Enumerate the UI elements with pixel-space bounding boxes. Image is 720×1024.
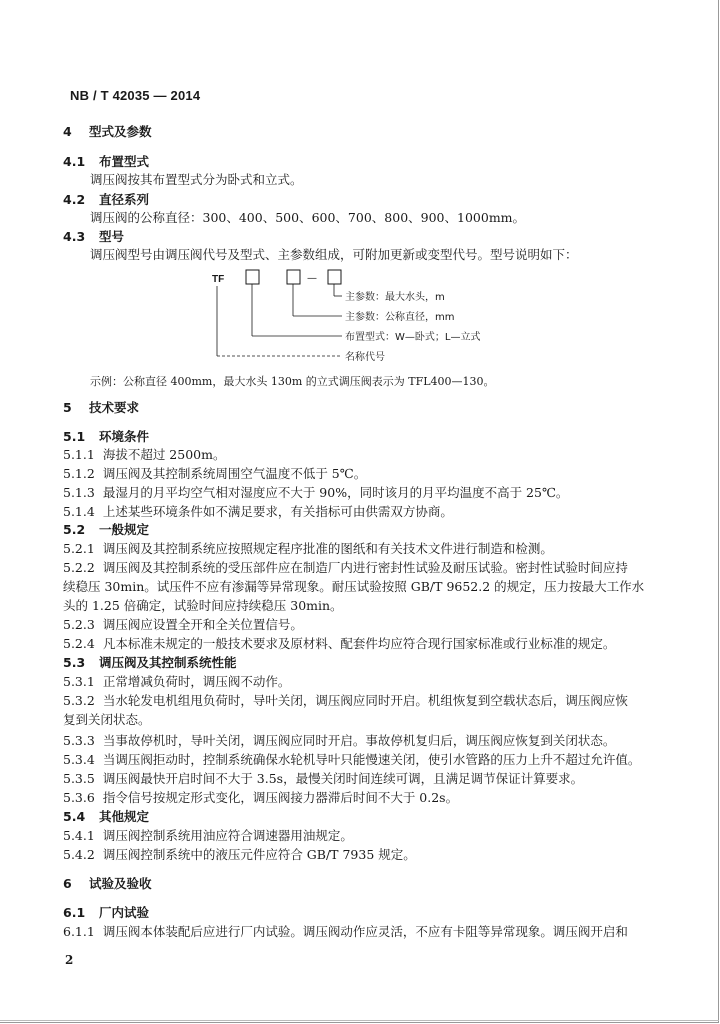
section-6-1-heading: 6.1 厂内试验 [63, 905, 150, 920]
clause-5-3-1: 5.3.1 正常增减负荷时，调压阀不动作。 [63, 674, 291, 689]
model-box-head [328, 270, 341, 284]
label-layout: 布置型式：W—卧式；L—立式 [345, 332, 481, 343]
section-4-heading: 4 型式及参数 [63, 124, 152, 139]
clause-5-1-2: 5.1.2 调压阀及其控制系统周围空气温度不低于 5℃。 [63, 466, 367, 481]
section-5-heading: 5 技术要求 [63, 400, 140, 415]
model-number-diagram [200, 266, 520, 364]
label-diameter: 主参数：公称直径，mm [345, 312, 455, 323]
label-max-head: 主参数：最大水头，m [345, 292, 445, 303]
section-4-3-heading: 4.3 型号 [63, 229, 125, 244]
section-4-3-text: 调压阀型号由调压阀代号及型式、主参数组成，可附加更新或变型代号。型号说明如下： [90, 247, 578, 262]
example-text: 公称直径 400mm，最大水头 130m 的立式调压阀表示为 TFL400—130。 [123, 375, 495, 388]
clause-5-2-1: 5.2.1 调压阀及其控制系统应按照规定程序批准的图纸和有关技术文件进行制造和检测。 [63, 541, 553, 556]
standard-code: NB / T 42035 — 2014 [70, 88, 201, 103]
clause-5-1-4: 5.1.4 上述某些环境条件如不满足要求，有关指标可由供需双方协商。 [63, 504, 453, 519]
example-line [90, 373, 495, 389]
model-prefix: TF [212, 274, 225, 285]
clause-5-2-2: 5.2.2 调压阀及其控制系统的受压部件应在制造厂内进行密封性试验及耐压试验。密封性试验时间应持 [63, 560, 628, 575]
page-number: 2 [65, 953, 74, 967]
clause-5-3-6: 5.3.6 指令信号按规定形式变化，调压阀接力器滞后时间不大于 0.2s。 [63, 790, 459, 805]
section-4-1-heading: 4.1 布置型式 [63, 154, 150, 169]
section-6-heading: 6 试验及验收 [63, 876, 152, 891]
section-5-1-heading: 5.1 环境条件 [63, 429, 150, 444]
clause-5-3-2-cont: 复到关闭状态。 [63, 712, 151, 727]
bottom-rule [0, 1020, 719, 1021]
clause-5-3-4: 5.3.4 当调压阀拒动时，控制系统确保水轮机导叶只能慢速关闭，使引水管路的压力上升不超过允许值。 [63, 752, 641, 767]
clause-5-1-3: 5.1.3 最湿月的月平均空气相对湿度应不大于 90%，同时该月的月平均温度不高于 25℃。 [63, 485, 569, 500]
section-4-1-text: 调压阀按其布置型式分为卧式和立式。 [90, 172, 303, 187]
clause-5-3-5: 5.3.5 调压阀最快开启时间不大于 3.5s，最慢关闭时间连续可调，且满足调节保证计算要求。 [63, 771, 584, 786]
model-box-diameter [287, 270, 300, 284]
example-label: 示例： [90, 375, 123, 388]
section-5-2-heading: 5.2 一般规定 [63, 522, 150, 537]
clause-5-3-3: 5.3.3 当事故停机时，导叶关闭，调压阀应同时开启。事故停机复归后，调压阀应恢复到关闭状态。 [63, 733, 616, 748]
clause-5-2-2-cont-1: 续稳压 30min。试压件不应有渗漏等异常现象。耐压试验按照 GB/T 9652.2 的规定，压力按最大工作水 [63, 579, 645, 594]
clause-5-4-1: 5.4.1 调压阀控制系统用油应符合调速器用油规定。 [63, 828, 353, 843]
clause-5-3-2: 5.3.2 当水轮发电机组甩负荷时，导叶关闭，调压阀应同时开启。机组恢复到空载状态后，调压阀应恢 [63, 693, 628, 708]
clause-5-4-2: 5.4.2 调压阀控制系统中的液压元件应符合 GB/T 7935 规定。 [63, 847, 416, 862]
clause-5-2-2-cont-2: 头的 1.25 倍确定，试验时间应持续稳压 30min。 [63, 598, 343, 613]
clause-5-1-1: 5.1.1 海拔不超过 2500m。 [63, 447, 226, 462]
clause-6-1-1: 6.1.1 调压阀本体装配后应进行厂内试验。调压阀动作应灵活，不应有卡阻等异常现象。调压阀开启和 [63, 924, 628, 939]
model-box-layout [246, 270, 259, 284]
model-dash: — [307, 273, 317, 284]
section-4-2-heading: 4.2 直径系列 [63, 192, 150, 207]
section-5-3-heading: 5.3 调压阀及其控制系统性能 [63, 655, 237, 670]
label-name-code: 名称代号 [345, 352, 385, 363]
section-4-2-text: 调压阀的公称直径：300、400、500、600、700、800、900、1000mm。 [90, 210, 526, 225]
clause-5-2-3: 5.2.3 调压阀应设置全开和全关位置信号。 [63, 617, 303, 632]
clause-5-2-4: 5.2.4 凡本标准未规定的一般技术要求及原材料、配套件均应符合现行国家标准或行业标准的规定。 [63, 636, 616, 651]
section-5-4-heading: 5.4 其他规定 [63, 809, 150, 824]
